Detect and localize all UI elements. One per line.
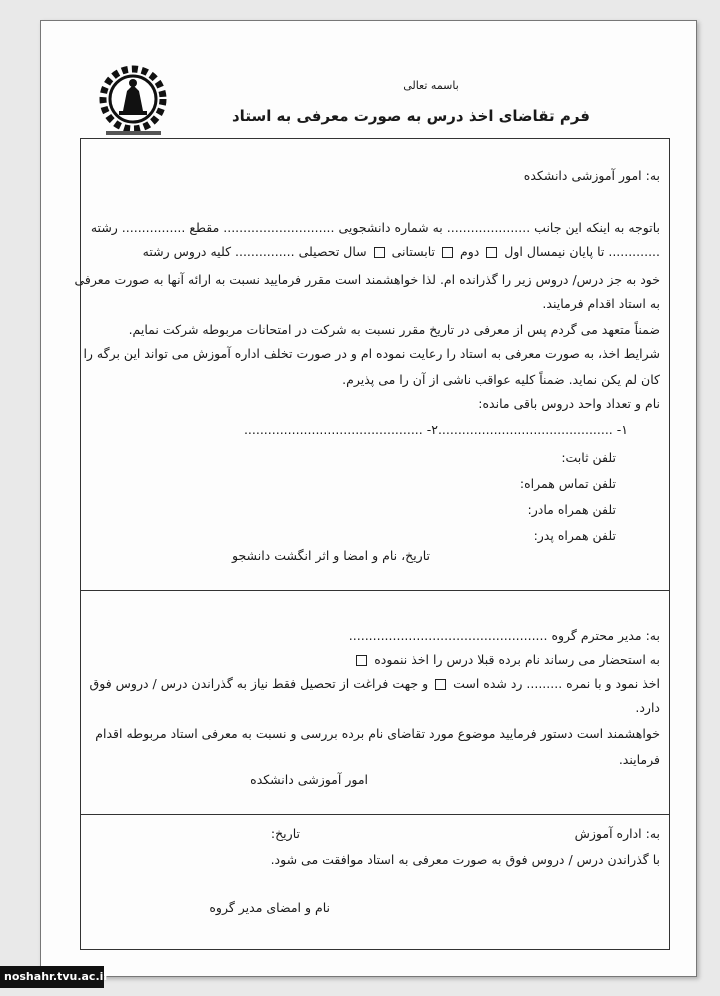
failed-checkbox[interactable]	[435, 679, 446, 690]
phone-mobile-label: تلفن تماس همراه:	[519, 476, 616, 491]
section1-line-8: نام و تعداد واحد دروس باقی مانده:	[478, 396, 660, 411]
phone-fixed-label: تلفن ثابت:	[561, 450, 616, 465]
semester-first-label: ............. تا پایان نیمسال اول	[504, 244, 660, 259]
not-taken-checkbox[interactable]	[356, 655, 367, 666]
semester-second-label: دوم	[459, 244, 480, 259]
semester-first-checkbox[interactable]	[486, 247, 497, 258]
section1-line-7: کان لم یکن نماید. ضمناً کلیه عواقب ناشی از آن را می پذیرم.	[342, 372, 660, 387]
footer-site-label: noshahr.tvu.ac.ir	[0, 966, 104, 988]
academic-year-label: سال تحصیلی ............... کلیه دروس رشته	[142, 244, 367, 259]
remaining-courses-blanks: ۱- ............................................۲- .............................................	[243, 422, 628, 437]
faculty-education-signature: امور آموزشی دانشکده	[250, 772, 368, 787]
section3-recipient: به: اداره آموزش	[574, 826, 660, 841]
section1-line-1: باتوجه به اینکه این جانب ..................... به شماره دانشجویی ............................ مقطع ................ رشته	[90, 220, 660, 235]
semester-summer-label: تابستانی	[391, 244, 436, 259]
not-taken-label: به استحضار می رساند نام برده قبلا درس را اخذ ننموده	[374, 652, 660, 667]
section3-date-label: تاریخ:	[270, 826, 300, 841]
section1-line-3: خود به جز درس/ دروس زیر را گذرانده ام. لذا خواهشمند است مقرر فرمایید نسبت به ارائه آنها به صورت معرفی	[74, 272, 660, 287]
section2-line-5: فرمایند.	[618, 752, 660, 767]
bismillah-heading: باسمه تعالی	[403, 79, 459, 92]
failed-label: اخذ نمود و با نمره ......... رد شده است	[453, 676, 660, 691]
section2-line-1	[353, 652, 660, 667]
section1-line-4: به استاد اقدام فرمایند.	[542, 296, 660, 311]
section1-line-5: ضمناً متعهد می گردم پس از معرفی در تاریخ مقرر نسبت به شرکت در امتحانات مربوطه شرکت نمایم.	[128, 322, 660, 337]
section1-recipient: به: امور آموزشی دانشکده	[523, 168, 660, 183]
section-divider-2	[80, 814, 670, 815]
group-head-signature: نام و امضای مدیر گروه	[209, 900, 330, 915]
section1-line-2	[143, 244, 660, 259]
section2-recipient: به: مدیر محترم گروه ..................................................	[348, 628, 660, 643]
section-divider-1	[80, 590, 670, 591]
phone-father-label: تلفن همراه پدر:	[533, 528, 616, 543]
student-signature-label: تاریخ، نام و امضا و اثر انگشت دانشجو	[232, 548, 430, 563]
graduation-need-label: و جهت فراغت از تحصیل فقط نیاز به گذراندن درس / دروس فوق	[89, 676, 429, 691]
phone-mother-label: تلفن همراه مادر:	[527, 502, 616, 517]
section3-line-1: با گذراندن درس / دروس فوق به صورت معرفی به استاد موافقت می شود.	[270, 852, 660, 867]
university-logo-icon	[96, 61, 171, 141]
form-title: فرم تقاضای اخذ درس به صورت معرفی به استاد	[231, 107, 590, 125]
section2-line-3: دارد.	[635, 700, 660, 715]
semester-second-checkbox[interactable]	[442, 247, 453, 258]
section2-line-2	[90, 676, 660, 691]
semester-summer-checkbox[interactable]	[374, 247, 385, 258]
section2-line-4: خواهشمند است دستور فرمایید موضوع مورد تقاضای نام برده بررسی و نسبت به معرفی استاد مربوطه اقدام	[95, 726, 660, 741]
section1-line-6: شرایط اخذ، به صورت معرفی به استاد را رعایت نموده ام و در صورت تخلف اداره آموزش می تواند این برگه را	[83, 346, 660, 361]
